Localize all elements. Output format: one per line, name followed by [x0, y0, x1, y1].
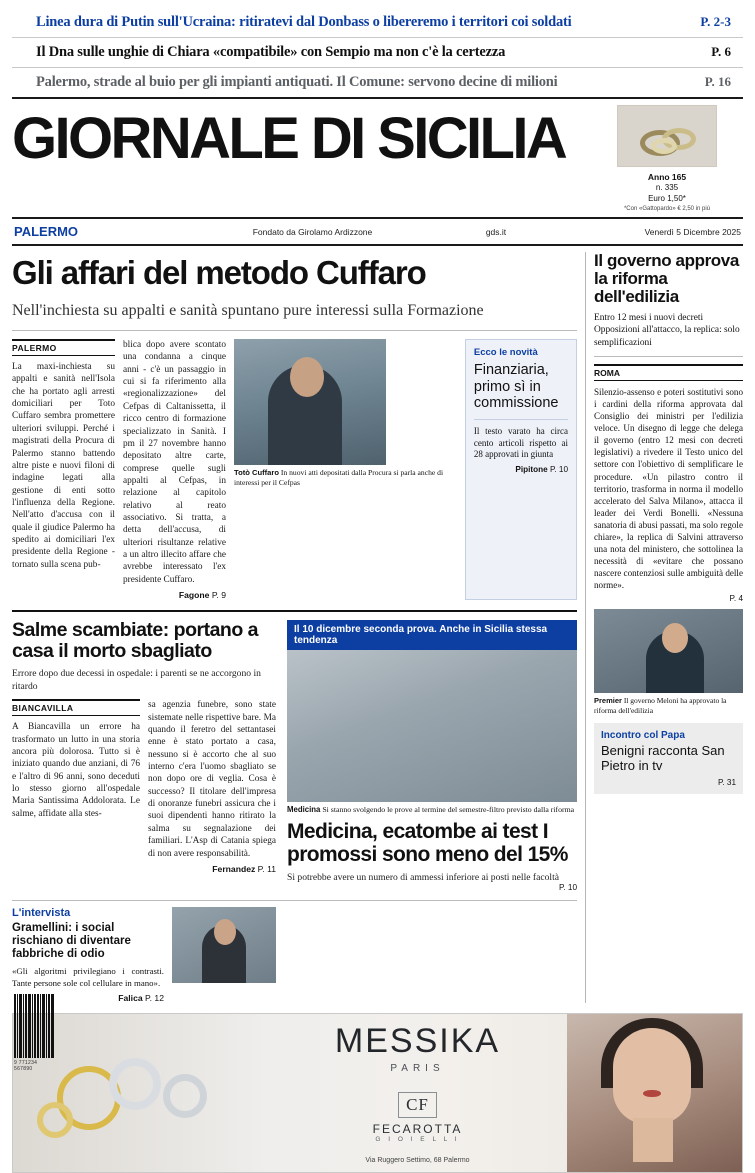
- right-column: [585, 252, 743, 1003]
- lead-subhead: Nell'inchiesta su appalti e sanità spuntano pure interessi sulla Formazione: [12, 301, 577, 331]
- intervista-kicker: L'intervista: [12, 906, 71, 919]
- lead-photo-caption-name: Totò Cuffaro: [234, 467, 279, 477]
- edition-city: PALERMO: [14, 224, 79, 240]
- masthead-numero: n. 335: [655, 183, 679, 193]
- salme-byline-name: Fernandez: [212, 863, 256, 874]
- lead-kicker: PALERMO: [12, 339, 115, 356]
- barcode: [14, 994, 56, 1070]
- intervista-article: [12, 900, 577, 1004]
- teaser-item[interactable]: [12, 68, 743, 97]
- photo-model: [567, 1014, 742, 1172]
- main-content: [12, 252, 743, 1003]
- medicina-photo-caption: [287, 805, 577, 814]
- salme-byline-page[interactable]: P. 11: [257, 863, 276, 874]
- lead-byline-page[interactable]: P. 9: [211, 590, 226, 601]
- ad-retailer-name: FECAROTTA: [372, 1122, 463, 1137]
- salme-article: [12, 620, 279, 891]
- ad-retailer-monogram: CF: [398, 1092, 437, 1118]
- lead-byline: [123, 590, 226, 600]
- photo-cuffaro: [234, 339, 386, 465]
- medicina-headline[interactable]: Medicina, ecatombe ai test I promossi sono meno del 15%: [287, 820, 568, 866]
- medicina-dek: Si potrebbe avere un numero di ammessi inferiore ai posti nelle facoltà: [287, 871, 559, 883]
- intervista-text: [12, 907, 164, 1004]
- left-columns: [12, 252, 577, 1003]
- ad-brand-sub: PARIS: [390, 1063, 445, 1075]
- salme-headline[interactable]: Salme scambiate: portano a casa il morto sbagliato: [12, 619, 259, 663]
- novita-byline-page[interactable]: P. 10: [549, 465, 569, 475]
- novita-byline: [474, 465, 568, 474]
- ad-brand: MESSIKA: [334, 1022, 501, 1061]
- teaser-page: P. 6: [711, 44, 731, 59]
- salme-body-2: sa agenzia funebre, sono state sistemate nelle rispettive bare. Ma quando il feretro del settantasei enne è stato portato a casa, nessuno si è accorto che al suo interno c'era l'uomo sbagliato se non dopo ore di veglia. Cosa è successo? Il titolare dell'impresa di onoranze funebri assicura che i suoi dipendenti hanno ritirato la salma su segnalazione dei familiari. L'Asp di Catania spiega di non avere responsabilità.: [148, 700, 276, 859]
- barcode-bars: [14, 994, 56, 1058]
- masthead-title: GIORNALE DI SICILIA: [12, 106, 566, 171]
- teaser-text: Linea dura di Putin sull'Ucraina: ritiratevi dal Donbass o libereremo i territori coi soldati: [36, 14, 572, 30]
- salme-column-1: [12, 699, 140, 874]
- jewelry-logo-icon: [617, 105, 717, 167]
- divider: [12, 610, 577, 612]
- intervista-byline-page[interactable]: P. 12: [145, 993, 164, 1004]
- lead-article: [12, 339, 577, 600]
- medicina-caption-text: Si stanno svolgendo le prove al termine del semestre-filtro previsto dalla riforma: [322, 805, 575, 815]
- teaser-page: P. 16: [704, 74, 731, 89]
- intervista-body: «Gli algoritmi privilegiano i contrasti. Tante persone sole col cellulare in mano».: [12, 966, 164, 988]
- lead-body-2: blica dopo avere scontato una condanna a cinque anni - c'è un passaggio in cui si fa riferimento alla «regionalizzazione» del Cefpas di Caltanissetta, il ricco centro di formazione specializzato in Sanità. I pm il 27 novembre hanno depositato altre carte, comprese quelle sugli appalti al Cefpas, in relazione al capitolo relativo al reato associativo. Si tratta, a detta dell'accusa, di ulteriori risultanze relative a un altro illecito affare che avrebbe interessato l'ex presidente Cuffaro.: [123, 339, 226, 585]
- photo-meloni: [594, 609, 743, 693]
- papa-kicker: Incontro col Papa: [601, 729, 685, 741]
- medicina-banner: Il 10 dicembre seconda prova. Anche in Sicilia stessa tendenza: [287, 620, 577, 650]
- salme-dek: Errore dopo due decessi in ospedale: i parenti se ne accorgono in ritardo: [12, 668, 261, 692]
- teaser-item[interactable]: [12, 38, 743, 68]
- edition-date: Venerdì 5 Dicembre 2025: [644, 226, 741, 237]
- novita-box[interactable]: [465, 339, 577, 600]
- masthead: [12, 99, 743, 213]
- governo-caption-text: Il governo Meloni ha approvato la riforma dell'edilizia: [594, 696, 727, 716]
- masthead-logo-area: [591, 105, 743, 213]
- teaser-text: Palermo, strade al buio per gli impianti antiquati. Il Comune: servono decine di milioni: [36, 74, 558, 90]
- lead-column-1: [12, 339, 115, 600]
- governo-photo-caption: [594, 696, 743, 716]
- lead-column-2: [123, 339, 226, 600]
- teaser-text: Il Dna sulle unghie di Chiara «compatibile» con Sempio ma non c'è la certezza: [36, 44, 506, 60]
- medicina-article: [287, 620, 577, 891]
- governo-body: Silenzio-assenso e poteri sostitutivi sono i cardini della riforma approvata dal Consiglio dei ministri per l'edilizia veloce. Un disegno di legge che delega il governo (entro 12 mesi con decreti legislativi) a rivedere il Testo unico del settore con l'obiettivo di semplificare le procedure. «Un pilastro contro il territorio, trasforma in norma il modello accelerato del Salva Milano», attacca il leader dei Verdi Bonelli. «Nessuna sanatoria di abusi passati, ma solo regole chiare», la replica di Salvini attraverso una nota del ministero, che sottolinea la necessità di «evitare che possano nascere contenziosi sulle ambiguità delle norme».: [594, 386, 743, 591]
- governo-dek: Entro 12 mesi i nuovi decreti Opposizioni all'attacco, la replica: solo semplificazioni: [594, 312, 743, 357]
- masthead-meta: [591, 172, 743, 213]
- novita-body: Il testo varato ha circa cento articoli rispetto ai 28 approvati in giunta: [474, 419, 568, 461]
- salme-columns: [12, 699, 279, 874]
- photo-lecture-hall: [287, 650, 577, 802]
- photo-gramellini: [172, 907, 276, 983]
- intervista-byline-name: Falica: [118, 993, 143, 1004]
- lead-photo-caption-text: In nuovi atti depositati dalla Procura si parla anche di interessi per il Cefpas: [234, 467, 444, 487]
- medicina-page[interactable]: P. 10: [558, 882, 577, 892]
- novita-byline-name: Pipitone: [515, 465, 548, 475]
- teaser-item[interactable]: [12, 8, 743, 38]
- papa-page[interactable]: P. 31: [717, 778, 736, 788]
- salme-kicker: BIANCAVILLA: [12, 699, 140, 716]
- barcode-number: 9 771234 567890: [14, 1060, 38, 1072]
- governo-page[interactable]: P. 4: [729, 594, 743, 604]
- governo-headline[interactable]: Il governo approva la riforma dell'edilizia: [594, 251, 739, 307]
- masthead-nota: *Con «Gattopardo» € 2,50 in più: [623, 206, 711, 213]
- intervista-headline[interactable]: Gramellini: i social rischiano di diventare fabbriche di odio: [12, 921, 131, 960]
- novita-kicker: Ecco le novità: [473, 346, 538, 358]
- secondary-block: [12, 620, 577, 891]
- ad-brand-block: [268, 1014, 567, 1172]
- governo-kicker: ROMA: [594, 364, 743, 381]
- governo-caption-label: Premier: [594, 696, 622, 706]
- papa-box[interactable]: [594, 723, 743, 794]
- edition-bar: [12, 217, 743, 246]
- lead-photo-caption: [234, 468, 457, 488]
- lead-headline[interactable]: Gli affari del metodo Cuffaro: [12, 254, 426, 292]
- advertisement[interactable]: [12, 1013, 743, 1173]
- novita-title: Finanziaria, primo sì in commissione: [473, 361, 559, 412]
- ad-retailer: [373, 1092, 463, 1143]
- salme-body-1: A Biancavilla un errore ha trasformato un lutto in una storia ancora più dolorosa. Tutto si è iniziato quando due anziani, di 76 e l'altro di 96 anni, sono deceduti lo stesso giorno all'ospedale Maria Santissima Addolorata. Le salme, affidate alla stes-: [12, 722, 140, 819]
- masthead-prezzo: Euro 1,50*: [648, 194, 686, 204]
- lead-byline-name: Fagone: [178, 590, 210, 601]
- ad-retailer-sub: G I O I E L L I: [375, 1136, 460, 1144]
- ad-address: Via Ruggero Settimo, 68 Palermo: [365, 1157, 470, 1165]
- edition-founded: Fondato da Girolamo Ardizzone: [252, 226, 373, 237]
- edition-website[interactable]: gds.it: [485, 226, 507, 237]
- lead-photo-block: [234, 339, 457, 600]
- masthead-anno: Anno 165: [647, 172, 687, 182]
- salme-byline: [148, 864, 276, 874]
- papa-title: Benigni racconta San Pietro in tv: [601, 742, 725, 773]
- lead-body-1: La maxi-inchiesta su appalti e sanità nell'Isola che ha portato agli arresti domiciliari per Toto Cuffaro sembra promettere ulteriori sviluppi. Perché i magistrati della Procura di Palermo stanno battendo altre piste e nuovi filoni di indagine legati alla gestione di enti sotto l'influenza della Regione. Nell'atto d'accusa con il quale il giudice Palermo ha spedito ai domiciliari l'ex presidente della Regione - tornato sulla scena pub-: [12, 361, 115, 570]
- teaser-bar: [12, 0, 743, 99]
- salme-column-2: [148, 699, 276, 874]
- medicina-caption-label: Medicina: [287, 805, 321, 815]
- teaser-page: P. 2-3: [700, 14, 731, 29]
